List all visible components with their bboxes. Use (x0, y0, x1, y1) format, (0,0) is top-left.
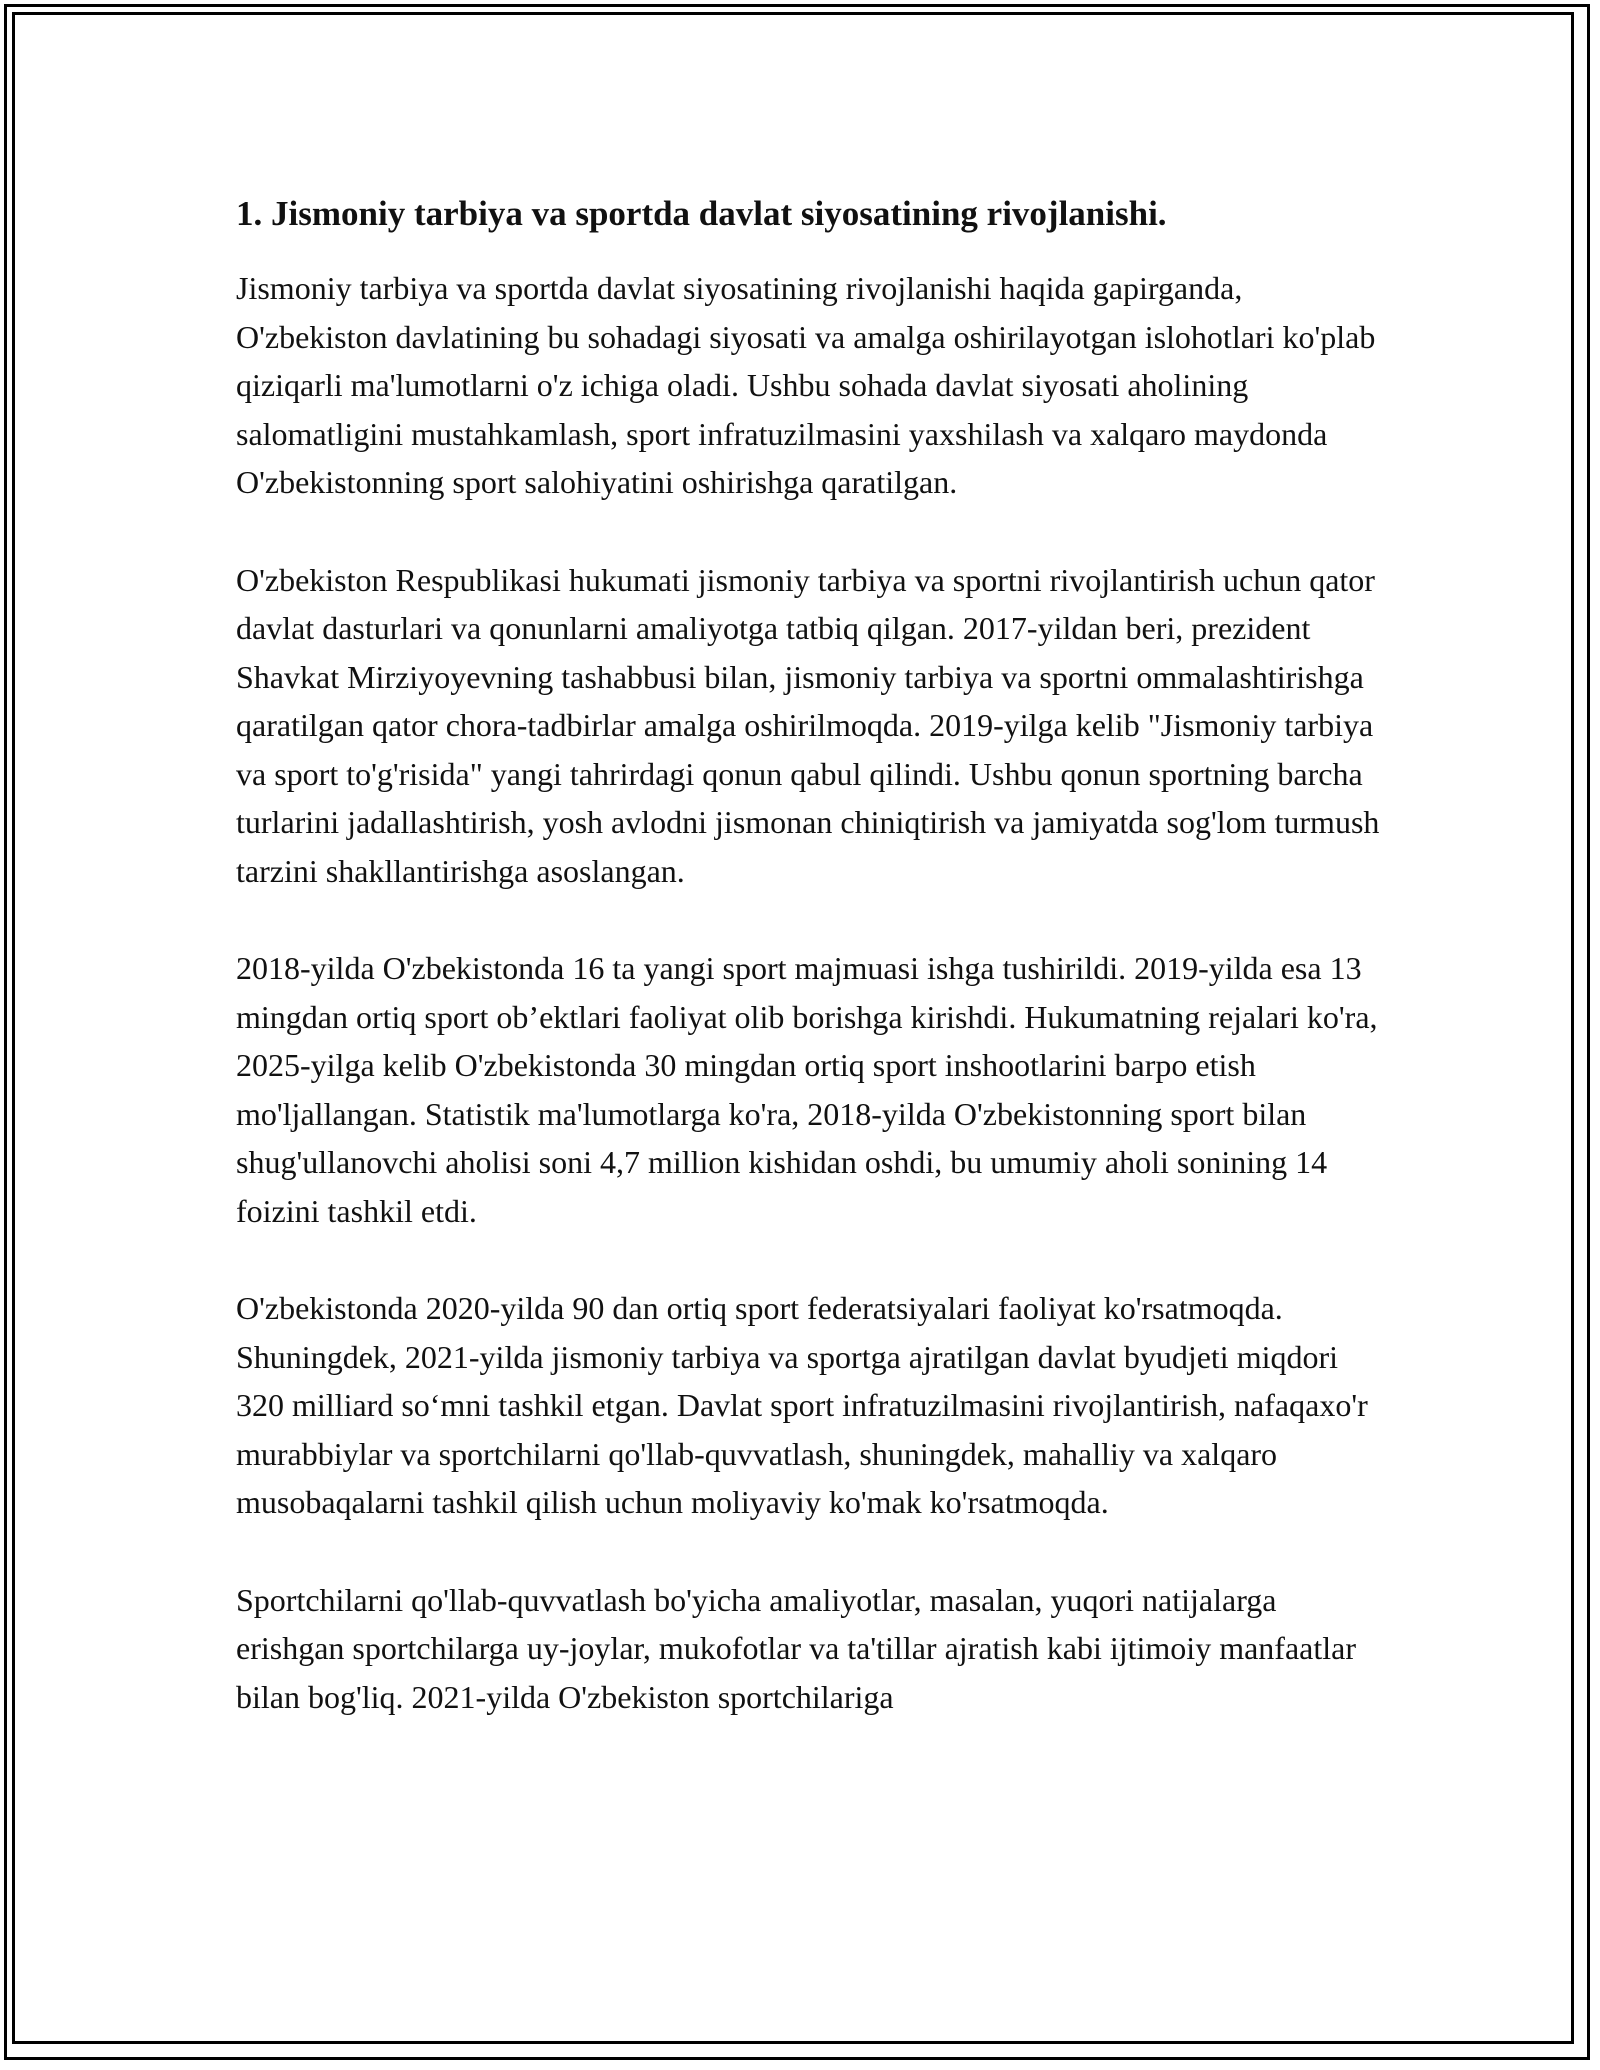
document-body (236, 186, 1386, 1721)
section-heading: 1. Jismoniy tarbiya va sportda davlat siyosatining rivojlanishi. (236, 194, 1167, 233)
paragraph-3: 2018-yilda O'zbekistonda 16 ta yangi sport majmuasi ishga tushirildi. 2019-yilda esa 13 mingdan ortiq sport ob’ektlari faoliyat olib borishga kirishdi. Hukumatning rejalari ko'ra, 2025-yilga kelib O'zbekistonda 30 mingdan ortiq sport inshootlarini barpo etish mo'ljallangan. Statistik ma'lumotlarga ko'ra, 2018-yilda O'zbekistonning sport bilan shug'ullanovchi aholisi soni 4,7 million kishidan oshdi, bu umumiy aholi sonining 14 foizini tashkil etdi. (236, 950, 1378, 1229)
paragraph-2: O'zbekiston Respublikasi hukumati jismoniy tarbiya va sportni rivojlantirish uchun qator davlat dasturlari va qonunlarni amaliyotga tatbiq qilgan. 2017-yildan beri, prezident Shavkat Mirziyoyevning tashabbusi bilan, jismoniy tarbiya va sportni ommalashtirishga qaratilgan qator chora-tadbirlar amalga oshirilmoqda. 2019-yilga kelib "Jismoniy tarbiya va sport to'g'risida" yangi tahrirdagi qonun qabul qilindi. Ushbu qonun sportning barcha turlarini jadallashtirish, yosh avlodni jismonan chiniqtirish va jamiyatda sog'lom turmush tarzini shakllantirishga asoslangan. (236, 561, 1380, 889)
paragraph-4: O'zbekistonda 2020-yilda 90 dan ortiq sport federatsiyalari faoliyat ko'rsatmoqda. Shuningdek, 2021-yilda jismoniy tarbiya va sportga ajratilgan davlat byudjeti miqdori 320 milliard so‘mni tashkil etgan. Davlat sport infratuzilmasini rivojlantirish, nafaqaxo'r murabbiylar va sportchilarni qo'llab-quvvatlash, shuningdek, mahalliy va xalqaro musobaqalarni tashkil qilish uchun moliyaviy ko'mak ko'rsatmoqda. (236, 1290, 1368, 1520)
paragraph-5: Sportchilarni qo'llab-quvvatlash bo'yicha amaliyotlar, masalan, yuqori natijalarga erishgan sportchilarga uy-joylar, mukofotlar va ta'tillar ajratish kabi ijtimoiy manfaatlar bilan bog'liq. 2021-yilda O'zbekiston sportchilariga (236, 1581, 1356, 1715)
paragraph-1: Jismoniy tarbiya va sportda davlat siyosatining rivojlanishi haqida gapirganda, O'zbekiston davlatining bu sohadagi siyosati va amalga oshirilayotgan islohotlari ko'plab qiziqarli ma'lumotlarni o'z ichiga oladi. Ushbu sohada davlat siyosati aholining salomatligini mustahkamlash, sport infratuzilmasini yaxshilash va xalqaro maydonda O'zbekistonning sport salohiyatini oshirishga qaratilgan. (236, 270, 1376, 500)
